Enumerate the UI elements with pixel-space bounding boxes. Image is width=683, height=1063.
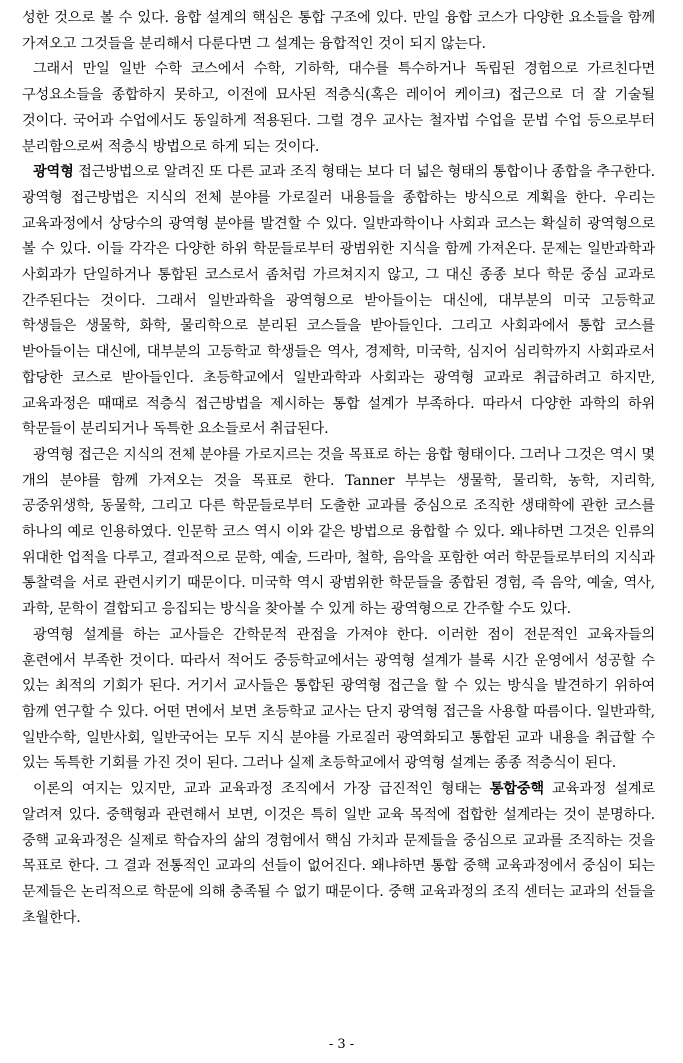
paragraph-2-text: 그래서 만일 일반 수학 코스에서 수학, 기하학, 대수를 특수하거나 독립된 경험으로 가르친다면 구성요소들을 종합하지 못하고, 이전에 묘사된 적층식(혹은 레이어 케이크) 접근으로 더 잘 기술될 것이다. 국어과 수업에서도 동일하게 적용된다. 그럴 경우 교사는 철자법 수업을 문법 수업 등으로부터 분리함으로써 적층식 방법으로 하게 되는 것이다. xyxy=(22,61,655,155)
paragraph-4 xyxy=(22,443,655,623)
paragraph-3-text: 접근방법으로 알려진 또 다른 교과 조직 형태는 보다 더 넓은 형태의 통합이나 종합을 추구한다. 광역형 접근방법은 지식의 전체 분야를 가로질러 내용들을 종합하는 방식으로 계획을 한다. 우리는 교육과정에서 상당수의 광역형 분야를 발견할 수 있다. 일반과학이나 사회과 코스는 확실히 광역형으로 볼 수 있다. 이들 각각은 다양한 하위 학문들로부터 광범위한 지식을 함께 가져온다. 문제는 일반과학과 사회과가 단일하거나 통합된 코스로서 좀처럼 가르쳐지지 않고, 그 대신 종종 보다 학문 중심 교과로 간주된다는 것이다. 그래서 일반과학을 광역형으로 받아들이는 대신에, 대부분의 미국 고등학교 학생들은 생물학, 화학, 물리학으로 분리된 코스들을 받아들인다. 그리고 사회과에서 통합 코스를 받아들이는 대신에, 대부분의 고등학교 학생들은 역사, 경제학, 미국학, 심지어 심리학까지 사회과로서 합당한 코스로 받아들인다. 초등학교에서 일반과학과 사회과는 광역형 교과로 취급하려고 하지만, 교육과정은 때때로 적층식 접근방법을 제시하는 통합 설계가 부족하다. 따라서 다양한 과학의 하위 학문들이 분리되거나 독특한 요소들로서 취급된다. xyxy=(22,164,655,438)
paragraph-6 xyxy=(22,777,655,931)
term-broad-fields: 광역형 xyxy=(33,164,74,181)
paragraph-5-text: 광역형 설계를 하는 교사들은 간학문적 관점을 가져야 한다. 이러한 점이 전문적인 교육자들의 훈련에서 부족한 것이다. 따라서 적어도 중등학교에서는 광역형 설계가 블록 시간 운영에서 성공할 수 있는 최적의 기회가 된다. 거기서 교사들은 통합된 광역형 접근을 할 수 있는 방식을 발견하기 위하여 함께 연구할 수 있다. 어떤 면에서 보면 초등학교 교사는 단지 광역형 접근을 사용할 따름이다. 일반과학, 일반수학, 일반사회, 일반국어는 모두 지식 분야를 가로질러 광역화되고 통합된 교과 내용을 취급할 수 있는 독특한 기회를 가진 것이 된다. 그러나 실제 초등학교에서 광역형 설계는 종종 적층식이 된다. xyxy=(22,626,655,772)
paragraph-5 xyxy=(22,623,655,777)
paragraph-2 xyxy=(22,57,655,160)
paragraph-4-text: 광역형 접근은 지식의 전체 분야를 가로지르는 것을 목표로 하는 융합 형태이다. 그러나 그것은 역시 몇 개의 분야를 함께 가져오는 것을 목표로 한다. Tanner 부부는 생물학, 물리학, 농학, 지리학, 공중위생학, 동물학, 그리고 다른 학문들로부터 도출한 교과를 중심으로 조직한 생태학에 관한 코스를 하나의 예로 인용하였다. 인문학 코스 역시 이와 같은 방법으로 융합할 수 있다. 왜냐하면 그것은 인류의 위대한 업적을 다루고, 결과적으로 문학, 예술, 드라마, 철학, 음악을 포함한 여러 학문들로부터의 지식과 통찰력을 서로 관련시키기 때문이다. 미국학 역시 광범위한 학문들을 종합된 경험, 즉 음악, 예술, 역사, 과학, 문학이 결합되고 응집되는 방식을 찾아볼 수 있게 하는 광역형으로 간주할 수도 있다. xyxy=(22,446,655,618)
paragraph-1 xyxy=(22,6,655,57)
paragraph-6-text: 교육과정 설계로 알려져 있다. 중핵형과 관련해서 보면, 이것은 특히 일반 교육 목적에 접합한 설계라는 것이 분명하다. 중핵 교육과정은 실제로 학습자의 삶의 경험에서 핵심 가치과 문제들을 중심으로 교과를 조직하는 것을 목표로 한다. 그 결과 전통적인 교과의 선들이 없어진다. 왜냐하면 통합 중핵 교육과정에서 중심이 되는 문제들은 논리적으로 학문에 의해 충족될 수 없기 때문이다. 중핵 교육과정의 조직 센터는 교과의 선들을 초월한다. xyxy=(22,781,655,926)
paragraph-3 xyxy=(22,160,655,443)
paragraph-6-text-before: 이론의 여지는 있지만, 교과 교육과정 조직에서 가장 급진적인 형태는 xyxy=(33,781,490,798)
page-number: - 3 - xyxy=(328,1037,355,1052)
paragraph-1-text: 성한 것으로 볼 수 있다. 융합 설계의 핵심은 통합 구조에 있다. 만일 융합 코스가 다양한 요소들을 함께 가져오고 그것들을 분리해서 다룬다면 그 설계는 융합적인 것이 되지 않는다. xyxy=(22,10,655,52)
term-integrated-core: 통합중핵 xyxy=(489,781,544,798)
